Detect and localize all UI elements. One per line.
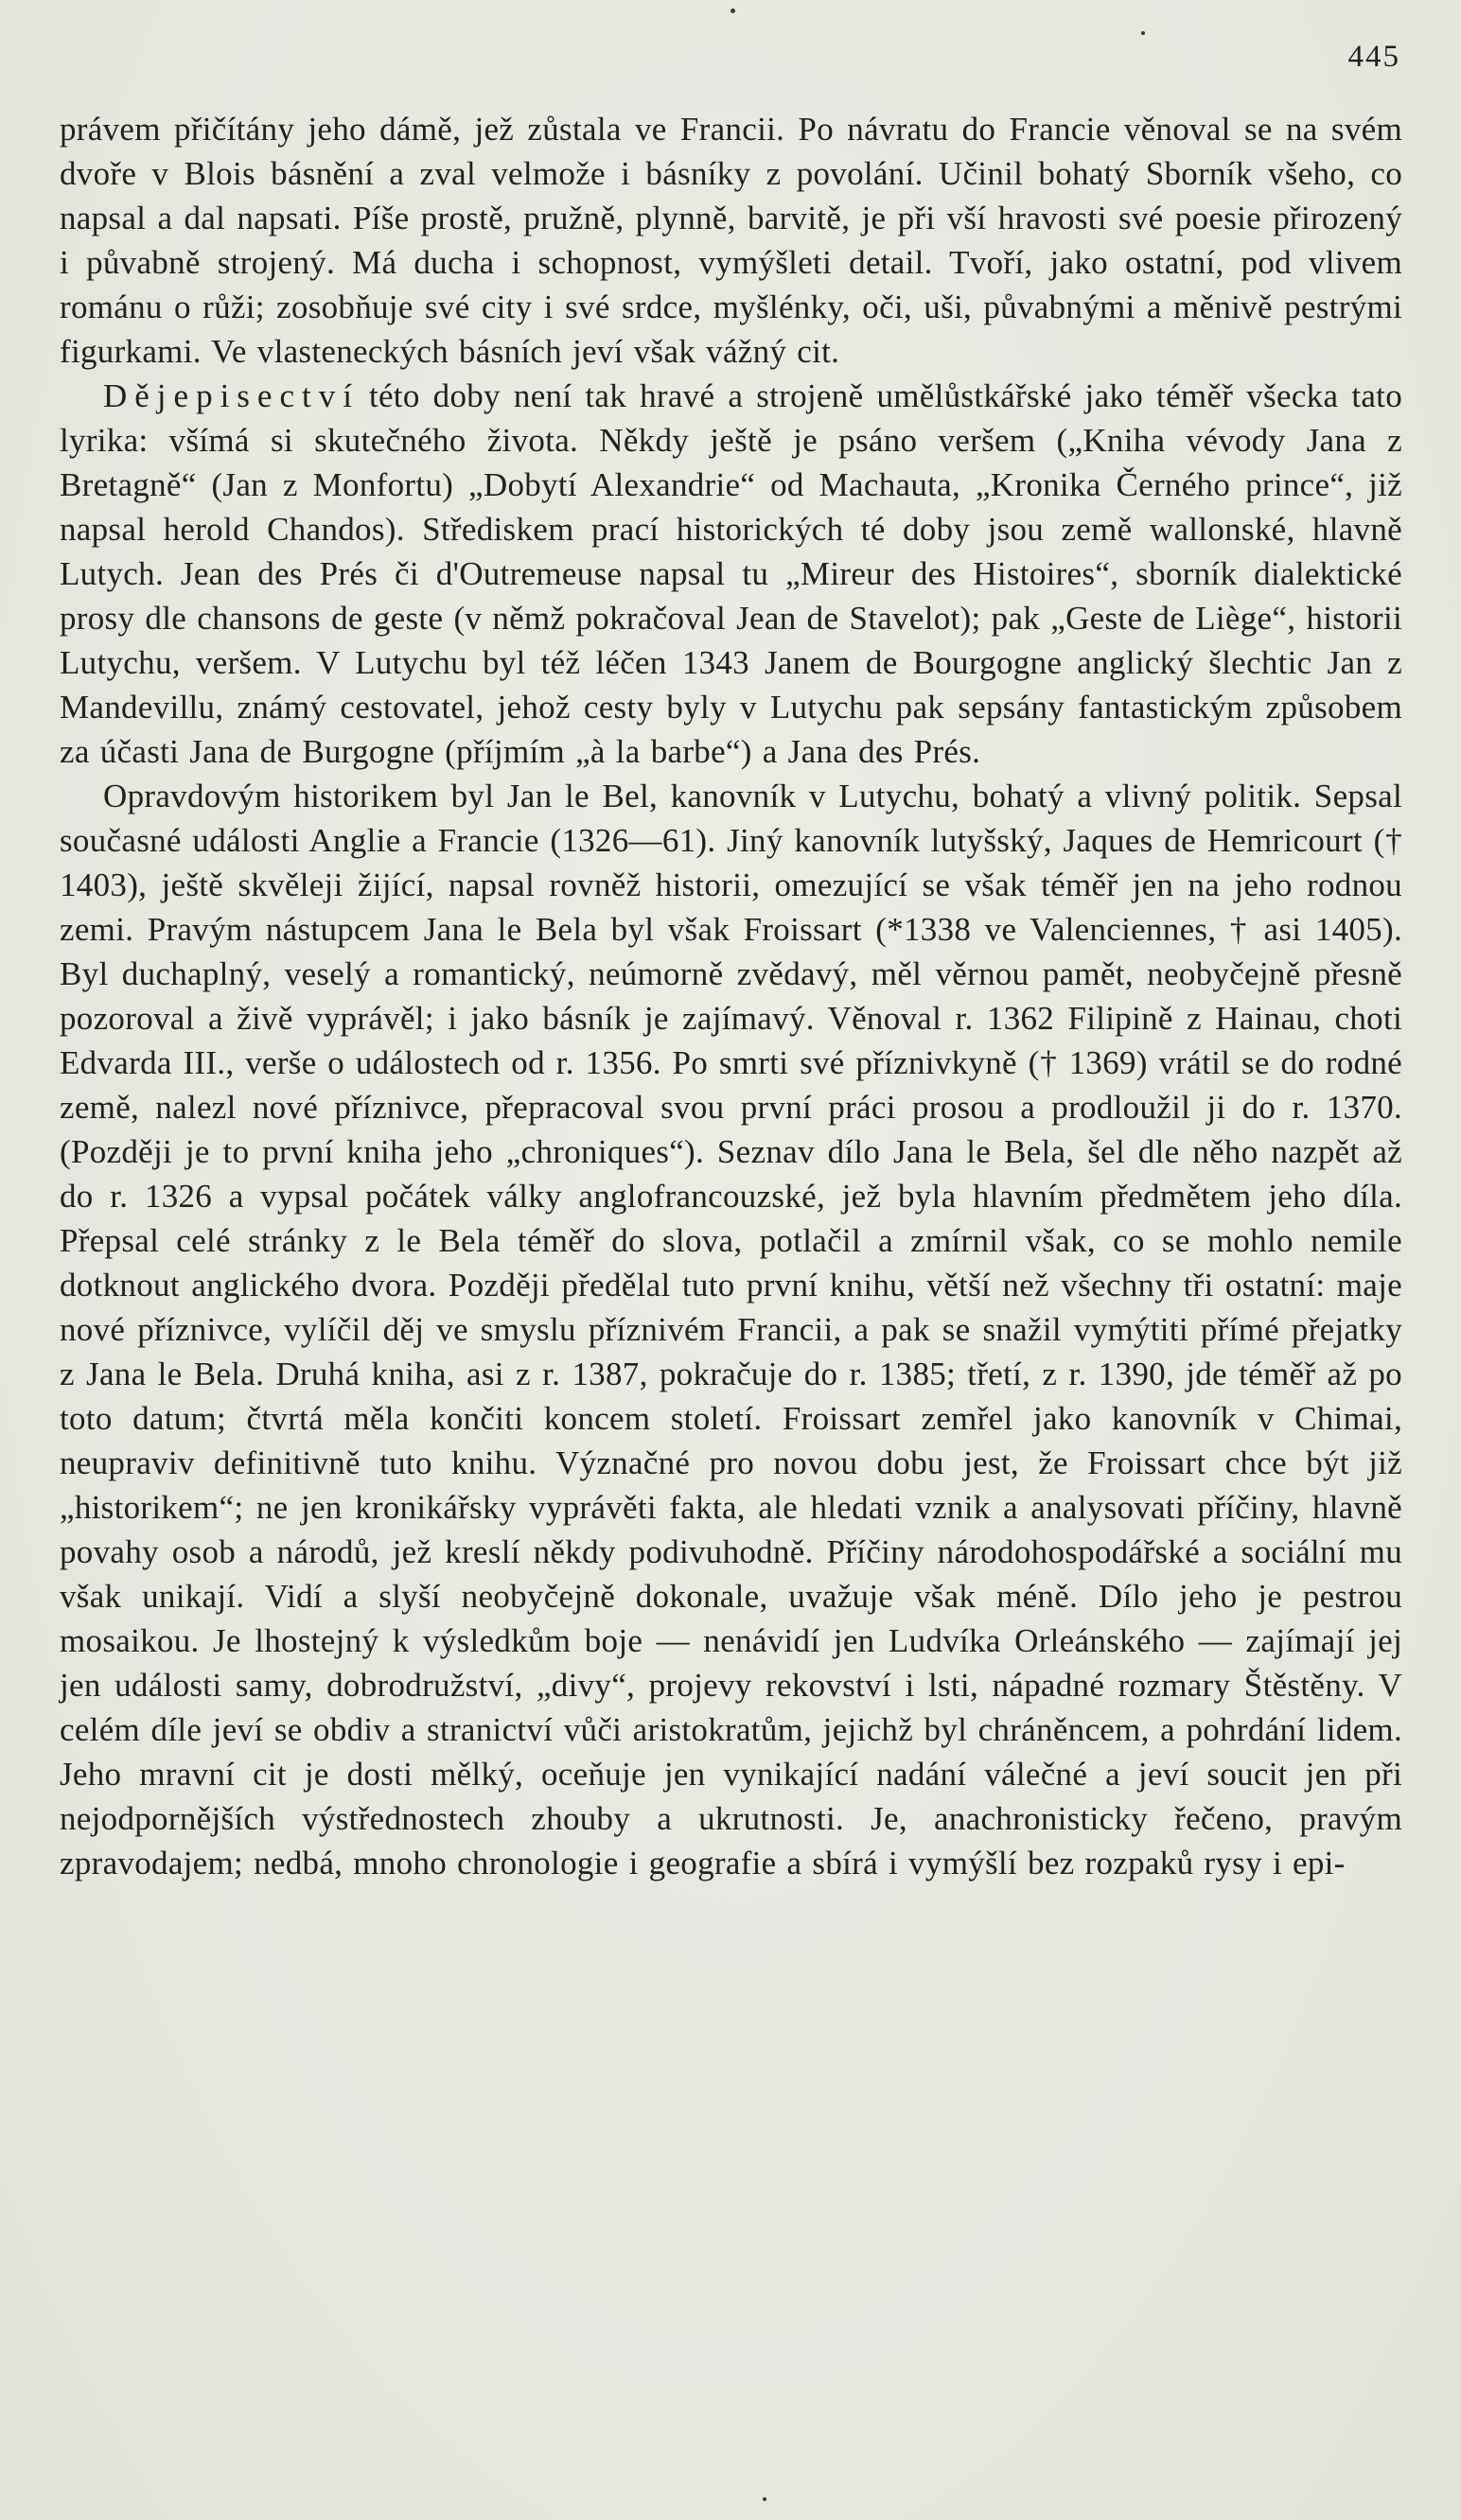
- paragraph: Dějepisectví této doby není tak hravé a strojeně umělůstkářské jako téměř všecka tato lyrika: všímá si skutečného života. Někdy ještě je psáno veršem („Kniha vévody Jana z Bretagně“ (Jan z Monfortu) „Dobytí Alexandrie“ od Machauta, „Kronika Černého prince“, již napsal herold Chandos). Střediskem prací historických té doby jsou země wallonské, hlavně Lutych. Jean des Prés či d'Outremeuse napsal tu „Mireur des Histoires“, sborník dialektické prosy dle chansons de geste (v němž pokračoval Jean de Stavelot); pak „Geste de Liège“, historii Lutychu, veršem. V Lutychu byl též léčen 1343 Janem de Bourgogne anglický šlechtic Jan z Mandevillu, známý cestovatel, jehož cesty byly v Lutychu pak sepsány fantastickým způsobem za účasti Jana de Burgogne (příjmím „à la barbe“) a Jana des Prés.: [60, 377, 1402, 770]
- paragraph: Opravdovým historikem byl Jan le Bel, kanovník v Lutychu, bohatý a vlivný politik. Sepsal současné události Anglie a Francie (1326—61). Jiný kanovník lutyšský, Jaques de Hemricourt († 1403), ještě skvěleji žijící, napsal rovněž historii, omezující se však téměř jen na jeho rodnou zemi. Pravým nástupcem Jana le Bela byl však Froissart (*1338 ve Valenciennes, † asi 1405). Byl duchaplný, veselý a romantický, neúmorně zvědavý, měl věrnou pamět, neobyčejně přesně pozoroval a živě vyprávěl; i jako básník je zajímavý. Věnoval r. 1362 Filipině z Hainau, choti Edvarda III., verše o událostech od r. 1356. Po smrti své příznivkyně († 1369) vrátil se do rodné země, nalezl nové příznivce, přepracoval svou první práci prosou a prodloužil ji do r. 1370. (Později je to první kniha jeho „chroniques“). Seznav dílo Jana le Bela, šel dle něho nazpět až do r. 1326 a vypsal počátek války anglofrancouzské, jež byla hlavním předmětem jeho díla. Přepsal celé stránky z le Bela téměř do slova, potlačil a zmírnil však, co se mohlo nemile dotknout anglického dvora. Později předělal tuto první knihu, větší než všechny tři ostatní: maje nové příznivce, vylíčil děj ve smyslu příznivém Francii, a pak se snažil vymýtiti přímé přejatky z Jana le Bela. Druhá kniha, asi z r. 1387, pokračuje do r. 1385; třetí, z r. 1390, jde téměř až po toto datum; čtvrtá měla končiti koncem století. Froissart zemřel jako kanovník v Chimai, neupraviv definitivně tuto knihu. Význačné pro novou dobu jest, že Froissart chce být již „historikem“; ne jen kronikářsky vyprávěti fakta, ale hledati vznik a analysovati příčiny, hlavně povahy osob a národů, jež kreslí někdy podivuhodně. Příčiny národohospodářské a sociální mu však unikají. Vidí a slyší neobyčejně dokonale, uvažuje však méně. Dílo jeho je pestrou mosaikou. Je lhostejný k výsledkům boje — nenávidí jen Ludvíka Orleánského — zajímají jej jen události samy, dobrodružství, „divy“, projevy rekovství i lsti, nápadné rozmary Štěstěny. V celém díle jeví se obdiv a stranictví vůči aristokratům, jejichž byl chráněncem, a pohrdání lidem. Jeho mravní cit je dosti mělký, oceňuje jen vynikající nadání válečné a jeví soucit jen při nejodpornějších výstřednostech zhouby a ukrutnosti. Je, anachronisticky řečeno, pravým zpravodajem; nedbá, mnoho chronologie i geografie a sbírá i vymýšlí bez rozpaků rysy i epi-: [60, 778, 1402, 1881]
- spaced-lead-word: Dějepisectví: [103, 377, 360, 414]
- page-number: 445: [1347, 40, 1400, 74]
- paragraph: právem přičítány jeho dámě, jež zůstala ve Francii. Po návratu do Francie věnoval se na svém dvoře v Blois básnění a zval velmože i básníky z povolání. Učinil bohatý Sborník všeho, co napsal a dal napsati. Píše prostě, pružně, plynně, barvitě, je při vší hravosti své poesie přirozený i půvabně strojený. Má ducha i schopnost, vymýšleti detail. Tvoří, jako ostatní, pod vlivem románu o růži; zosobňuje své city i své srdce, myšlénky, oči, uši, půvabnými a měnivě pestrými figurkami. Ve vlasteneckých básních jeví však vážný cit.: [60, 111, 1402, 370]
- body-text: [60, 107, 1402, 1885]
- scan-artifact: [1141, 31, 1145, 35]
- scan-artifact: [763, 2497, 766, 2501]
- scan-artifact: [730, 9, 735, 13]
